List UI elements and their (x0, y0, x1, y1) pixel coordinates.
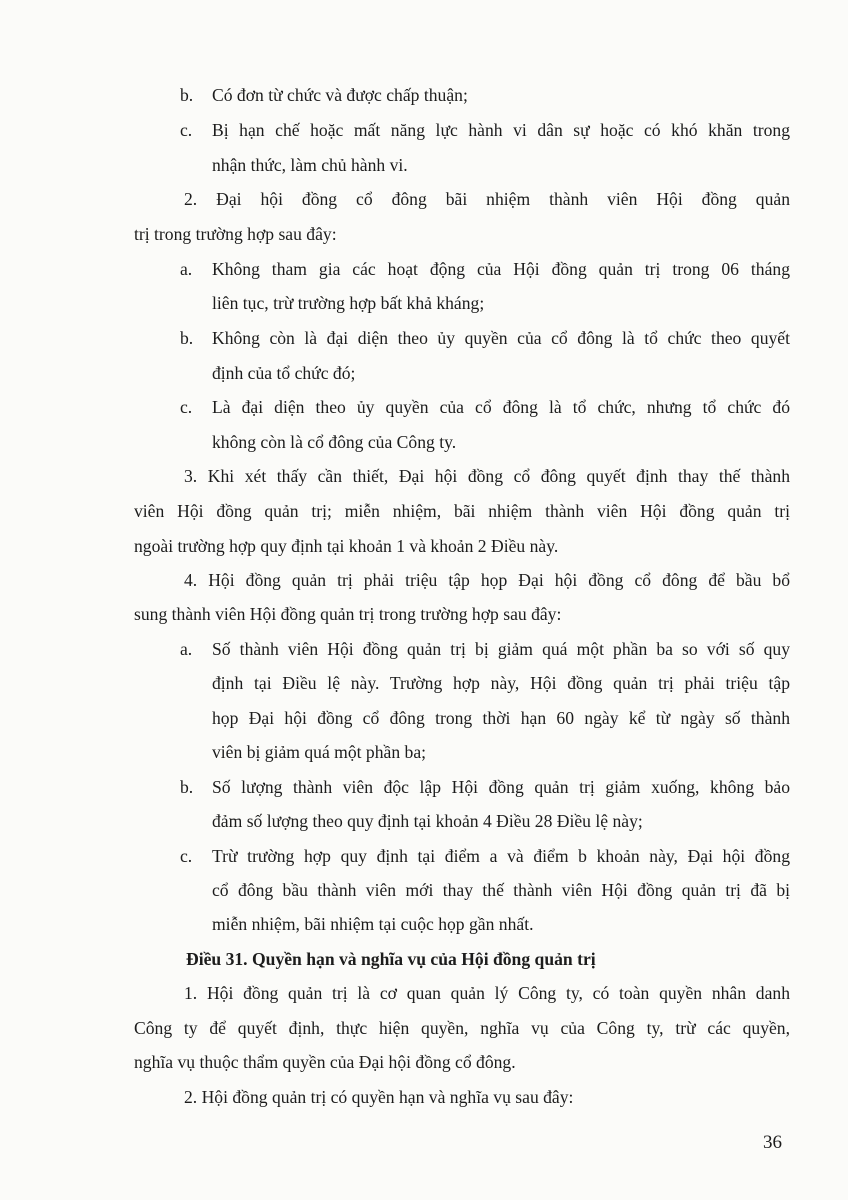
list-item-text: liên tục, trừ trường hợp bất khả kháng; (212, 293, 485, 313)
list-marker: b. (180, 777, 194, 797)
list-marker: b. (180, 85, 194, 105)
list-item-text: Không còn là đại diện theo ủy quyền của cổ đông là tổ chức theo quyết (212, 328, 790, 348)
section-heading: Điều 31. Quyền hạn và nghĩa vụ của Hội đồng quản trị (186, 949, 596, 969)
list-item-text: Số thành viên Hội đồng quản trị bị giảm quá một phần ba so với số quy (212, 639, 790, 659)
paragraph-line: Công ty để quyết định, thực hiện quyền, nghĩa vụ của Công ty, trừ các quyền, (134, 1018, 790, 1038)
list-marker: a. (180, 259, 193, 279)
paragraph-line: sung thành viên Hội đồng quản trị trong trường hợp sau đây: (134, 604, 562, 624)
list-item-text: không còn là cổ đông của Công ty. (212, 432, 457, 452)
list-item-text: Bị hạn chế hoặc mất năng lực hành vi dân sự hoặc có khó khăn trong (212, 120, 790, 140)
list-item-text: Không tham gia các hoạt động của Hội đồng quản trị trong 06 tháng (212, 259, 790, 279)
list-marker: a. (180, 639, 193, 659)
paragraph-line: 4. Hội đồng quản trị phải triệu tập họp Đại hội đồng cổ đông để bầu bổ (184, 570, 790, 590)
paragraph-line: 2. Hội đồng quản trị có quyền hạn và nghĩa vụ sau đây: (184, 1087, 574, 1107)
list-item-text: nhận thức, làm chủ hành vi. (212, 155, 408, 175)
list-item-text: cổ đông bầu thành viên mới thay thế thành viên Hội đồng quản trị đã bị (212, 880, 790, 900)
paragraph-line: viên Hội đồng quản trị; miễn nhiệm, bãi nhiệm thành viên Hội đồng quản trị (134, 501, 790, 521)
paragraph-line: 1. Hội đồng quản trị là cơ quan quản lý Công ty, có toàn quyền nhân danh (184, 983, 790, 1003)
list-marker: b. (180, 328, 194, 348)
list-item-text: Là đại diện theo ủy quyền của cổ đông là tổ chức, nhưng tổ chức đó (212, 397, 790, 417)
list-item-text: Trừ trường hợp quy định tại điểm a và điểm b khoản này, Đại hội đồng (212, 846, 790, 866)
list-marker: c. (180, 846, 193, 866)
paragraph-line: ngoài trường hợp quy định tại khoản 1 và khoản 2 Điều này. (134, 536, 559, 556)
paragraph-line: 2. Đại hội đồng cổ đông bãi nhiệm thành viên Hội đồng quản (184, 189, 790, 209)
page-number: 36 (763, 1132, 782, 1153)
list-item-text: định của tổ chức đó; (212, 363, 356, 383)
paragraph-line: 3. Khi xét thấy cần thiết, Đại hội đồng cổ đông quyết định thay thế thành (184, 466, 790, 486)
list-marker: c. (180, 397, 193, 417)
list-item-text: viên bị giảm quá một phần ba; (212, 742, 427, 762)
list-item-text: Số lượng thành viên độc lập Hội đồng quản trị giảm xuống, không bảo (212, 777, 790, 797)
list-item-text: miễn nhiệm, bãi nhiệm tại cuộc họp gần nhất. (212, 914, 534, 934)
list-marker: c. (180, 120, 193, 140)
paragraph-line: trị trong trường hợp sau đây: (134, 224, 337, 244)
paragraph-line: nghĩa vụ thuộc thẩm quyền của Đại hội đồng cổ đông. (134, 1052, 516, 1072)
list-item-text: đảm số lượng theo quy định tại khoản 4 Điều 28 Điều lệ này; (212, 811, 643, 831)
list-item-text: định tại Điều lệ này. Trường hợp này, Hội đồng quản trị phải triệu tập (212, 673, 790, 693)
list-item-text: họp Đại hội đồng cổ đông trong thời hạn 60 ngày kể từ ngày số thành (212, 708, 790, 728)
list-item-text: Có đơn từ chức và được chấp thuận; (212, 85, 468, 105)
